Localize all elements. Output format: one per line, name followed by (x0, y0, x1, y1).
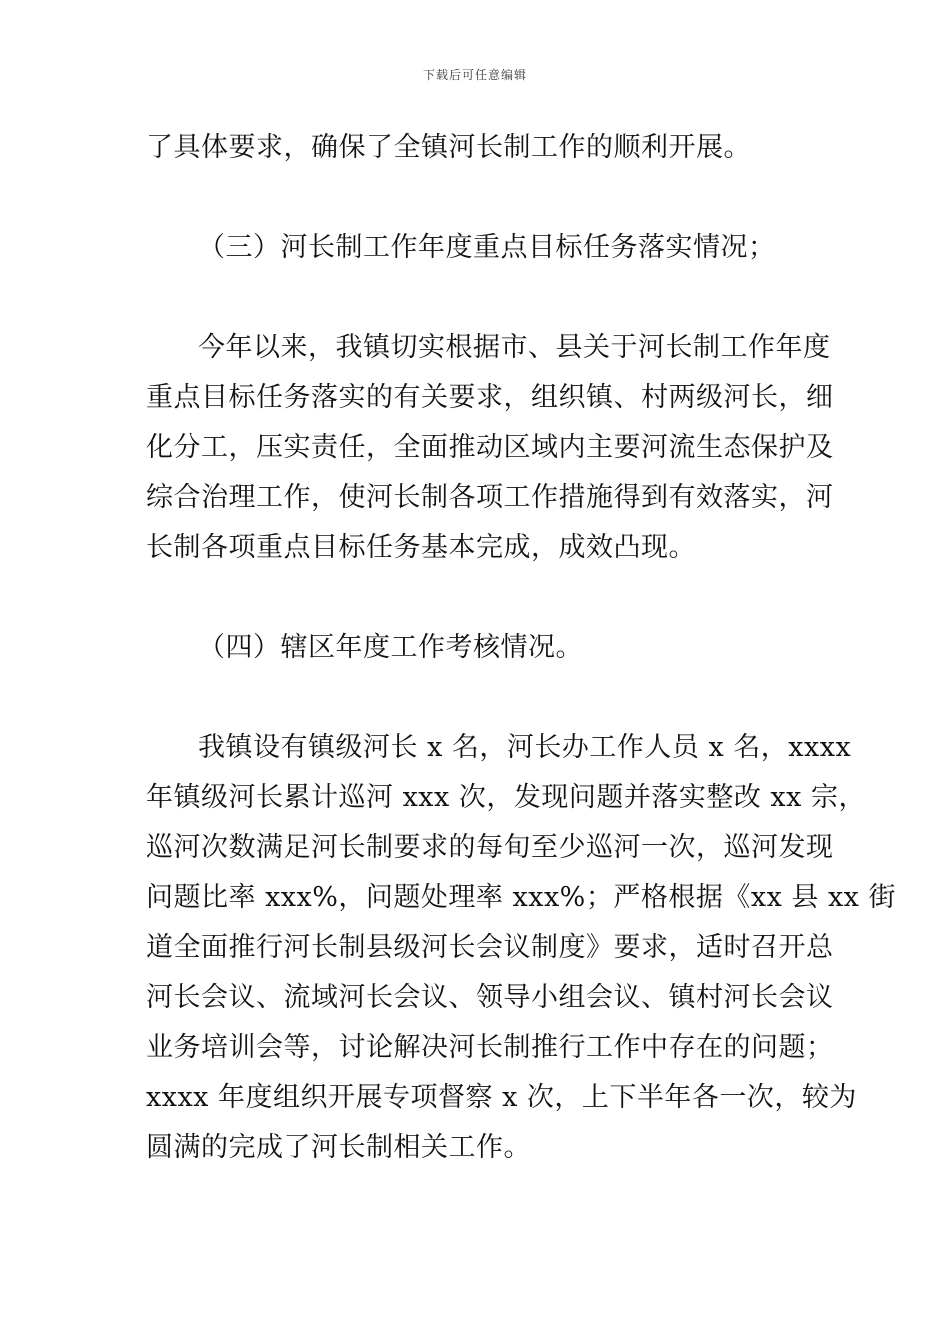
paragraph-line: xxxx 年度组织开展专项督察 x 次，上下半年各一次，较为 (146, 1082, 857, 1113)
paragraph-line: 河长会议、流域河长会议、领导小组会议、镇村河长会议 (146, 982, 834, 1013)
paragraph-line: 问题比率 xxx%，问题处理率 xxx%；严格根据《xx 县 xx 街 (146, 882, 896, 913)
page-header: 下载后可任意编辑 (422, 68, 527, 82)
section-heading-4: （四）辖区年度工作考核情况。 (198, 632, 583, 663)
paragraph-line: 道全面推行河长制县级河长会议制度》要求，适时召开总 (146, 932, 834, 963)
paragraph-line: 我镇设有镇级河长 x 名，河长办工作人员 x 名，xxxx (198, 732, 852, 763)
paragraph-line: 年镇级河长累计巡河 xxx 次，发现问题并落实整改 xx 宗， (146, 782, 866, 813)
paragraph-line: 巡河次数满足河长制要求的每旬至少巡河一次，巡河发现 (146, 832, 834, 863)
paragraph-line: 今年以来，我镇切实根据市、县关于河长制工作年度 (198, 332, 831, 363)
paragraph-line: 圆满的完成了河长制相关工作。 (146, 1132, 531, 1163)
paragraph-line: 长制各项重点目标任务基本完成，成效凸现。 (146, 532, 696, 563)
paragraph-line: 业务培训会等，讨论解决河长制推行工作中存在的问题； (146, 1032, 834, 1063)
body-line: 了具体要求，确保了全镇河长制工作的顺利开展。 (146, 132, 751, 163)
paragraph-line: 化分工，压实责任，全面推动区域内主要河流生态保护及 (146, 432, 834, 463)
paragraph-line: 综合治理工作，使河长制各项工作措施得到有效落实，河 (146, 482, 834, 513)
paragraph-line: 重点目标任务落实的有关要求，组织镇、村两级河长，细 (146, 382, 834, 413)
section-heading-3: （三）河长制工作年度重点目标任务落实情况； (198, 232, 776, 263)
